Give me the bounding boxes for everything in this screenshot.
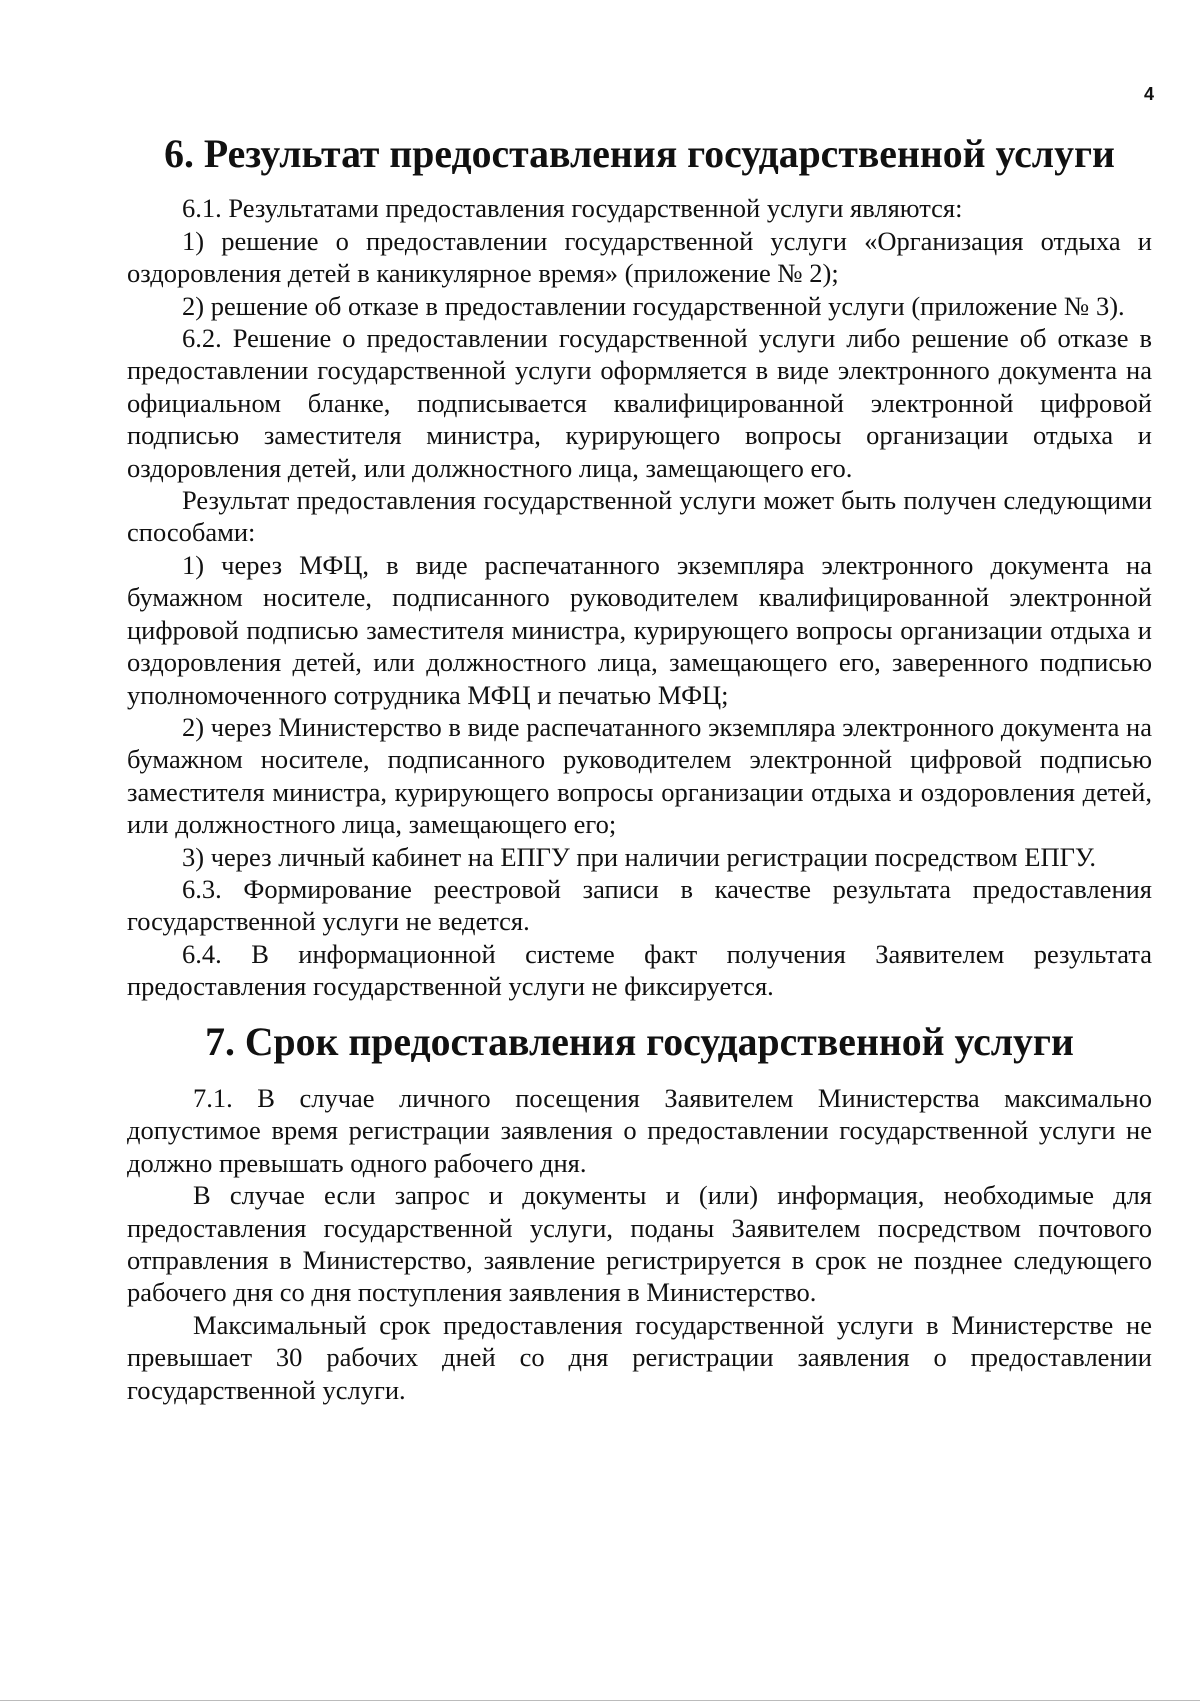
section-6-paragraph: 6.1. Результатами предоставления государственной услуги являются: [182,193,963,224]
section-6-paragraph: 2) через Министерство в виде распечатанного экземпляра электронного документа на бумажном носителе, подписанного руководителем электронной цифровой подписью заместителя министра, курирующего вопросы организации отдыха и оздоровления детей, или должностного лица, замещающего его; [127,711,1152,840]
section-6-paragraph: 6.2. Решение о предоставлении государственной услуги либо решение об отказе в предоставлении государственной услуги оформляется в виде электронного документа на официальном бланке, подписывается квалифицированной электронной цифровой подписью заместителя министра, курирующего вопросы организации отдыха и оздоровления детей, или должностного лица, замещающего его. [127,323,1152,483]
section-7 [127,1019,1152,1406]
section-7-paragraph: 7.1. В случае личного посещения Заявителем Министерства максимально допустимое время регистрации заявления о предоставлении государственной услуги не должно превышать одного рабочего дня. [127,1082,1152,1178]
section-7-paragraph: Максимальный срок предоставления государственной услуги в Министерстве не превышает 30 рабочих дней со дня регистрации заявления о предоставлении государственной услуги. [127,1309,1152,1405]
section-6 [127,132,1152,1003]
document-body [127,132,1152,1406]
section-7-paragraph: В случае если запрос и документы и (или) информация, необходимые для предоставления государственной услуги, поданы Заявителем посредством почтового отправления в Министерство, заявление регистрируется в срок не позднее следующего рабочего дня со дня поступления заявления в Министерство. [127,1180,1152,1308]
section-6-paragraph: 1) решение о предоставлении государственной услуги «Организация отдыха и оздоровления детей в каникулярное время» (приложение № 2); [127,225,1152,289]
bottom-scan-edge [0,1700,1200,1701]
section-6-paragraph: 6.3. Формирование реестровой записи в качестве результата предоставления государственной услуги не ведется. [127,873,1152,937]
section-6-paragraph: 3) через личный кабинет на ЕПГУ при наличии регистрации посредством ЕПГУ. [182,841,1096,872]
section-6-paragraph: Результат предоставления государственной услуги может быть получен следующими способами: [127,485,1152,548]
section-6-paragraph: 6.4. В информационной системе факт получения Заявителем результата предоставления государственной услуги не фиксируется. [127,938,1152,1002]
section-6-paragraph: 1) через МФЦ, в виде распечатанного экземпляра электронного документа на бумажном носителе, подписанного руководителем квалифицированной электронной цифровой подписью заместителя министра, курирующего вопросы организации отдыха и оздоровления детей, или должностного лица, замещающего его, заверенного подписью уполномоченного сотрудника МФЦ и печатью МФЦ; [127,549,1152,710]
section-6-title: 6. Результат предоставления государственной услуги [164,132,1115,176]
section-6-paragraph: 2) решение об отказе в предоставлении государственной услуги (приложение № 3). [182,290,1125,321]
section-7-title: 7. Срок предоставления государственной услуги [205,1019,1074,1064]
page-number: 4 [1143,84,1154,104]
